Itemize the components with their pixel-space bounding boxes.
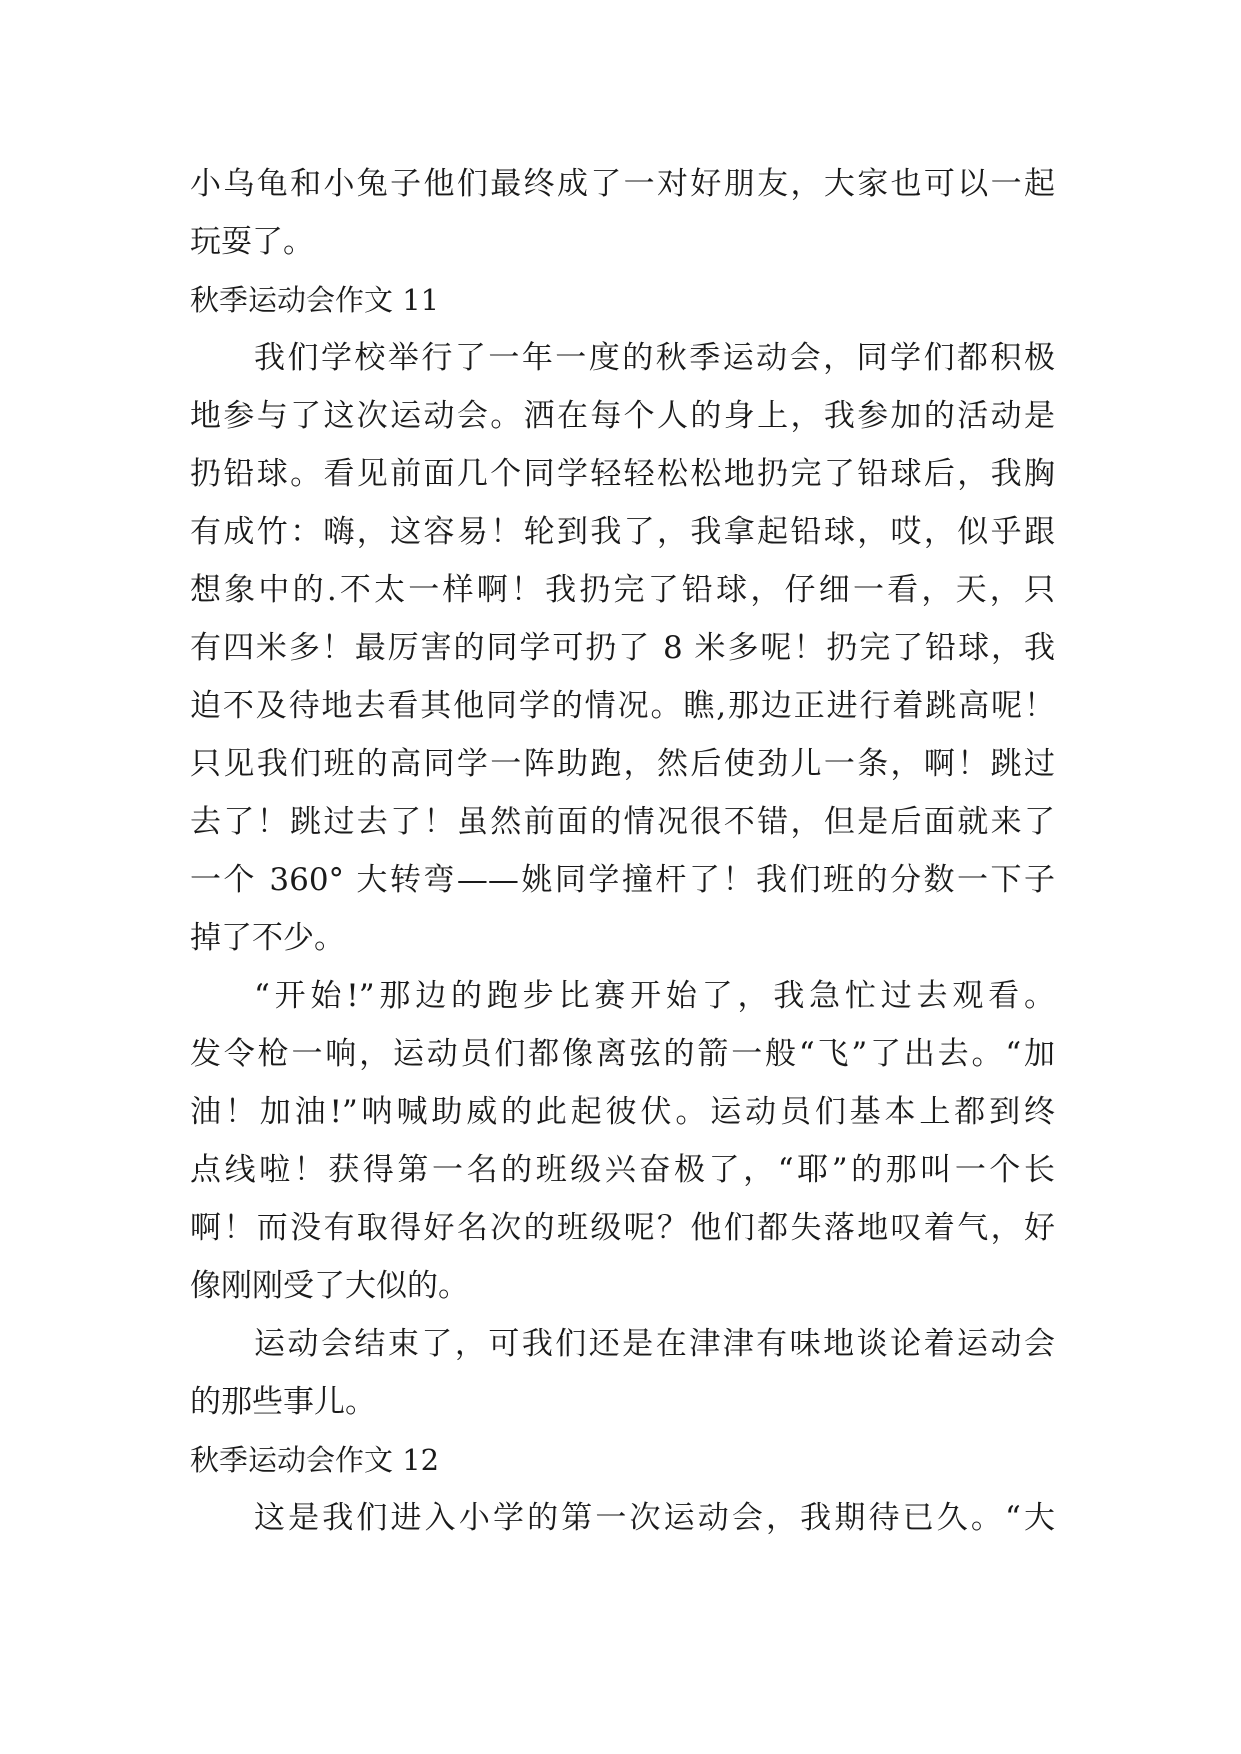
text-line: 的那些事儿。 bbox=[190, 1384, 376, 1420]
text-line: 小乌龟和小兔子他们最终成了一对好朋友，大家也可以一起 bbox=[190, 166, 1055, 202]
text-line: 去了！跳过去了！虽然前面的情况很不错，但是后面就来了 bbox=[190, 804, 1055, 840]
paragraph-race bbox=[190, 967, 1055, 1315]
section-heading: 秋季运动会作文 12 bbox=[190, 1443, 440, 1477]
paragraph-shot-put bbox=[190, 329, 1055, 967]
text-line: 有成竹：嗨，这容易！轮到我了，我拿起铅球，哎，似乎跟 bbox=[190, 514, 1055, 550]
text-line: 像刚刚受了大似的。 bbox=[190, 1268, 469, 1304]
text-line: 地参与了这次运动会。洒在每个人的身上，我参加的活动是 bbox=[190, 398, 1055, 434]
section-heading: 秋季运动会作文 11 bbox=[190, 283, 440, 317]
text-line: 这是我们进入小学的第一次运动会，我期待已久。“大 bbox=[254, 1500, 1055, 1536]
text-line: 啊！而没有取得好名次的班级呢？他们都失落地叹着气，好 bbox=[190, 1210, 1055, 1246]
text-line: 点线啦！获得第一名的班级兴奋极了，“耶”的那叫一个长 bbox=[190, 1152, 1055, 1188]
document-body bbox=[190, 155, 1055, 1547]
text-line: 迫不及待地去看其他同学的情况。瞧,那边正进行着跳高呢！ bbox=[190, 688, 1055, 724]
text-line: 有四米多！最厉害的同学可扔了 8 米多呢！扔完了铅球，我 bbox=[190, 630, 1055, 666]
text-line: 一个 360° 大转弯——姚同学撞杆了！我们班的分数一下子 bbox=[190, 862, 1055, 898]
paragraph-intro bbox=[190, 155, 1055, 271]
text-line: 油！加油!”呐喊助威的此起彼伏。运动员们基本上都到终 bbox=[190, 1094, 1055, 1130]
text-line: 只见我们班的高同学一阵助跑，然后使劲儿一条，啊！跳过 bbox=[190, 746, 1055, 782]
text-line: 扔铅球。看见前面几个同学轻轻松松地扔完了铅球后，我胸 bbox=[190, 456, 1055, 492]
text-line: 掉了不少。 bbox=[190, 920, 345, 956]
paragraph-first-games bbox=[190, 1489, 1055, 1547]
text-line: 发令枪一响，运动员们都像离弦的箭一般“飞”了出去。“加 bbox=[190, 1036, 1055, 1072]
text-line: 玩耍了。 bbox=[190, 224, 314, 260]
text-line: 想象中的.不太一样啊！我扔完了铅球，仔细一看，天，只 bbox=[190, 572, 1055, 608]
text-line: “开始!”那边的跑步比赛开始了，我急忙过去观看。 bbox=[254, 978, 1055, 1014]
text-line: 运动会结束了，可我们还是在津津有味地谈论着运动会 bbox=[254, 1326, 1055, 1362]
text-line: 我们学校举行了一年一度的秋季运动会，同学们都积极 bbox=[254, 340, 1055, 376]
paragraph-conclusion bbox=[190, 1315, 1055, 1431]
